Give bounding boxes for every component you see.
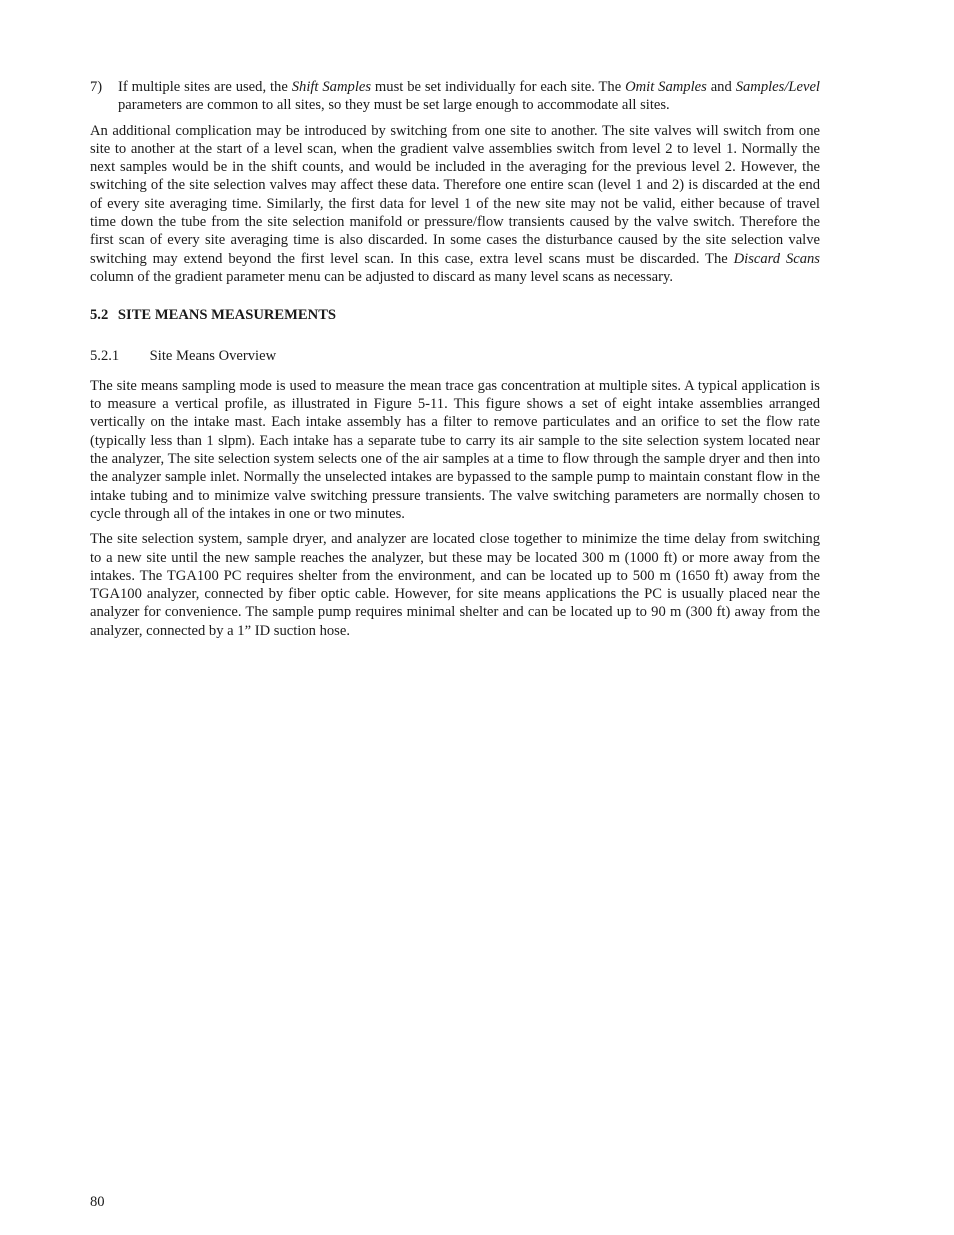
paragraph-complication: An additional complication may be introduced by switching from one site to another. The site valves will switch from one site to another at the start of a level scan, when the gradient valve assemblies switch from level 2 to level 1. Normally the next samples would be in the shift counts, and would be included in the averaging for the previous level 2. However, the switching of the site selection valves may affect these data. Therefore one entire scan (level 1 and 2) is discarded at the end of every site averaging time. Similarly, the first data for level 1 of the new site may not be valid, either because of travel time down the tube from the site selection manifold or pressure/flow transients caused by the valve switch. Therefore the first scan of every site averaging time is also discarded. In some cases the disturbance caused by the site selection valve switching may extend beyond the first level scan. In this case, extra level scans must be discarded. The Discard Scans column of the gradient parameter menu can be adjusted to discard as many level scans as necessary.: [90, 122, 820, 285]
subsection-title: Site Means Overview: [149, 347, 277, 364]
subsection-number: 5.2.1: [90, 347, 120, 364]
paragraph-overview: The site means sampling mode is used to measure the mean trace gas concentration at multiple sites. A typical application is to measure a vertical profile, as illustrated in Figure 5-11. This figure shows a set of eight intake assemblies arranged vertically on the intake mast. Each intake assembly has a filter to remove particulates and an orifice to set the flow rate (typically less than 1 slpm). Each intake has a separate tube to carry its air sample to the site selection system located near the analyzer, The site selection system selects one of the air samples at a time to flow through the sample dryer and then into the analyzer sample inlet. Normally the unselected intakes are bypassed to the sample pump to maintain constant flow in the intake tubing and to minimize valve switching pressure transients. The valve switching parameters are normally chosen to cycle through all of the intakes in one or two minutes.: [90, 377, 820, 522]
subsection-heading: [90, 347, 820, 365]
page-number: 80: [90, 1194, 105, 1210]
list-item-text: If multiple sites are used, the Shift Samples must be set individually for each site. The Omit Samples and Samples/Level parameters are common to all sites, so they must be set large enough to accommodate all sites.: [118, 79, 820, 114]
section-title: SITE MEANS MEASUREMENTS: [117, 307, 337, 324]
list-item: [90, 78, 820, 115]
paragraph-location: The site selection system, sample dryer, and analyzer are located close together to minimize the time delay from switching to a new site until the new sample reaches the analyzer, but these may be located 300 m (1000 ft) or more away from the intakes. The TGA100 PC requires shelter from the environment, and can be located up to 500 m (1650 ft) away from the TGA100 analyzer, connected by fiber optic cable. However, for site means applications the PC is usually placed near the analyzer for convenience. The sample pump requires minimal shelter and can be located up to 90 m (300 ft) away from the analyzer, connected by a 1” ID suction hose.: [90, 531, 820, 639]
section-heading: [90, 306, 820, 324]
list-item-number: 7): [90, 79, 103, 95]
section-number: 5.2: [90, 307, 109, 324]
document-page: [90, 78, 820, 647]
